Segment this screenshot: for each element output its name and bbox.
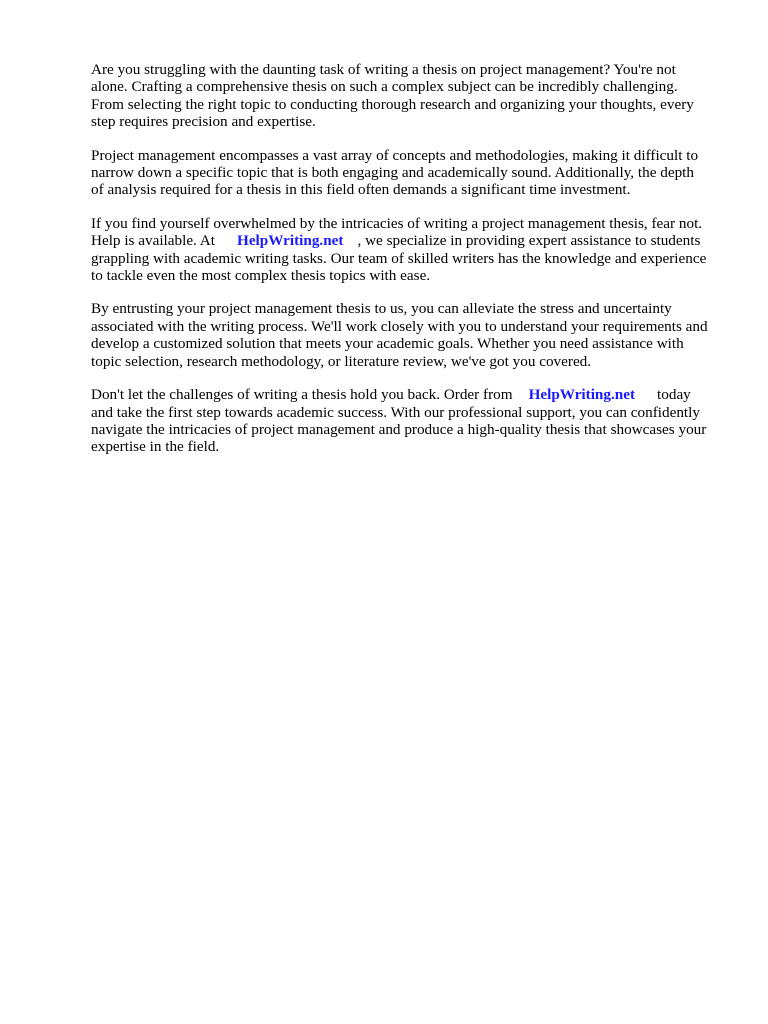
text-segment: Help is available. At bbox=[91, 232, 215, 250]
text-line: By entrusting your project management thesis to us, you can alleviate the stress and uncertainty bbox=[91, 300, 672, 318]
paragraph-intro bbox=[91, 61, 731, 131]
text-segment: Don't let the challenges of writing a thesis hold you back. Order from bbox=[91, 386, 513, 404]
paragraph-call-to-action bbox=[91, 386, 731, 456]
document-page bbox=[91, 61, 731, 472]
helpwriting-link[interactable]: HelpWriting.net bbox=[237, 232, 344, 250]
text-segment: today bbox=[657, 386, 691, 404]
text-line: to tackle even the most complex thesis topics with ease. bbox=[91, 267, 431, 285]
text-segment: , we specialize in providing expert assistance to students bbox=[357, 232, 701, 250]
text-line: From selecting the right topic to conducting thorough research and organizing your thoughts, every bbox=[91, 95, 694, 113]
text-line: alone. Crafting a comprehensive thesis on such a complex subject can be incredibly challenging. bbox=[91, 78, 678, 96]
paragraph-benefits bbox=[91, 300, 731, 370]
helpwriting-link[interactable]: HelpWriting.net bbox=[528, 386, 636, 404]
text-line: develop a customized solution that meets your academic goals. Whether you need assistance with bbox=[91, 335, 684, 353]
text-line: navigate the intricacies of project management and produce a high-quality thesis that showcases your bbox=[91, 420, 707, 438]
text-line: expertise in the field. bbox=[91, 438, 220, 456]
text-line: If you find yourself overwhelmed by the intricacies of writing a project management thesis, fear not. bbox=[91, 214, 703, 232]
text-line: Project management encompasses a vast array of concepts and methodologies, making it difficult to bbox=[91, 146, 699, 164]
text-line: associated with the writing process. We'll work closely with you to understand your requirements and bbox=[91, 317, 708, 335]
text-line: topic selection, research methodology, or literature review, we've got you covered. bbox=[91, 352, 592, 370]
text-line: grappling with academic writing tasks. Our team of skilled writers has the knowledge and experience bbox=[91, 249, 707, 267]
text-line: step requires precision and expertise. bbox=[91, 113, 316, 131]
text-line bbox=[91, 232, 731, 249]
paragraph-scope bbox=[91, 147, 731, 199]
text-line: and take the first step towards academic success. With our professional support, you can confidently bbox=[91, 403, 700, 421]
text-line bbox=[91, 386, 731, 403]
text-line: Are you struggling with the daunting task of writing a thesis on project management? You're not bbox=[91, 61, 676, 78]
text-line: of analysis required for a thesis in this field often demands a significant time investment. bbox=[91, 181, 631, 199]
paragraph-help bbox=[91, 215, 731, 285]
text-line: narrow down a specific topic that is both engaging and academically sound. Additionally, the depth bbox=[91, 164, 694, 182]
